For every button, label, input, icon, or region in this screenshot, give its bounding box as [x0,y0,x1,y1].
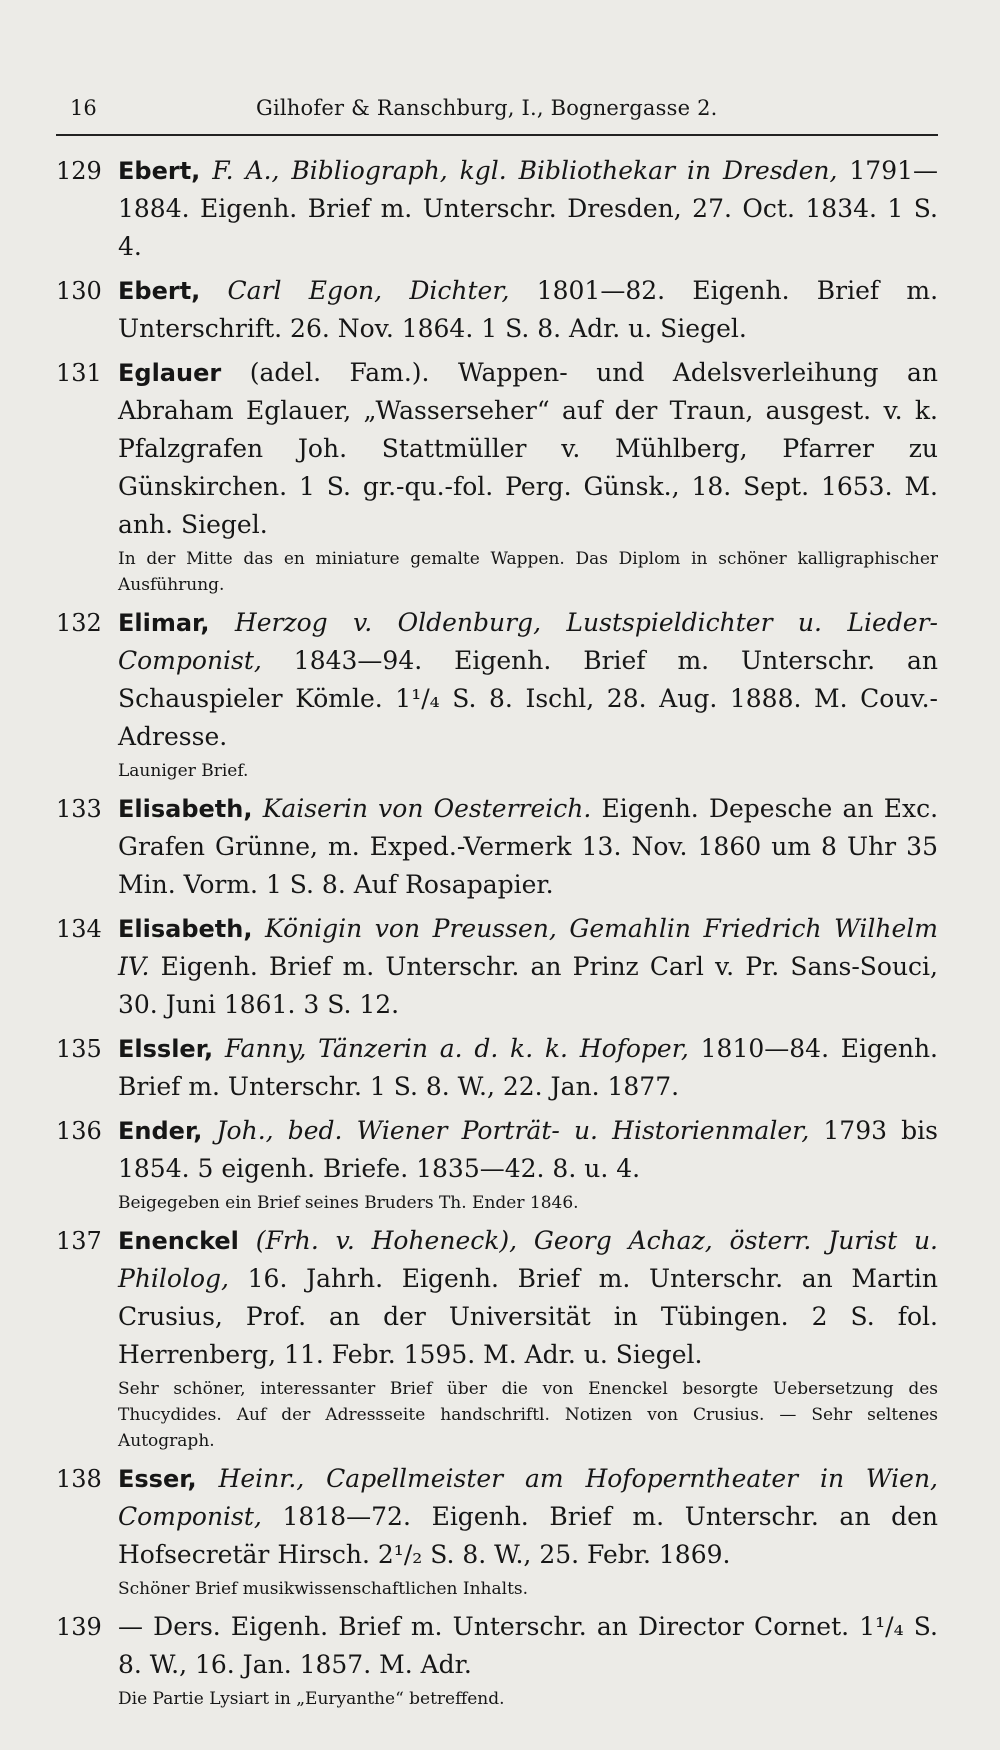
entry-details: 1791—1884. Eigenh. Brief m. Unterschr. Dresden, 27. Oct. 1834. 1 S. 4. [118,156,939,261]
catalogue-entry [56,1460,938,1602]
entry-number: 131 [56,359,102,387]
entry-details: 1818—72. Eigenh. Brief m. Unterschr. an den Hofsecretär Hirsch. 2¹/₂ S. 8. W., 25. Febr. 1869. [118,1502,938,1569]
entry-note: Die Partie Lysiart in „Euryanthe“ betreffend. [118,1689,505,1709]
entry-details: 1801—82. Eigenh. Brief m. Unterschrift. 26. Nov. 1864. 1 S. 8. Adr. u. Siegel. [118,276,939,343]
entry-name: Enenckel [118,1227,239,1255]
entry-name: Elisabeth, [118,795,253,823]
entry-details: Eigenh. Brief m. Unterschr. an Prinz Carl v. Pr. Sans-Souci, 30. Juni 1861. 3 S. 12. [118,952,938,1019]
entry-description: Kaiserin von Oesterreich. [262,794,592,823]
entry-text [118,604,938,756]
entry-description: Herzog v. Oldenburg, Lustspieldichter u. Lieder-Componist, [118,608,938,675]
catalogue-entry [56,1112,938,1216]
entry-text [118,354,938,544]
entries-list [56,152,938,1712]
entry-details: 1810—84. Eigenh. Brief m. Unterschr. 1 S. 8. W., 22. Jan. 1877. [118,1034,938,1101]
entry-text [118,790,938,904]
entry-text [118,1112,938,1188]
entry-name: Elssler, [118,1035,214,1063]
entry-text [118,910,938,1024]
entry-name: Eglauer [118,359,222,387]
entry-name: Ender, [118,1117,203,1145]
entry-details: 16. Jahrh. Eigenh. Brief m. Unterschr. an Martin Crusius, Prof. an der Universität in Tübingen. 2 S. fol. Herrenberg, 11. Febr. 1595. M. Adr. u. Siegel. [118,1264,938,1369]
catalogue-entry [56,1222,938,1454]
entry-text [118,1608,938,1684]
entry-description: Carl Egon, Dichter, [227,276,510,305]
entry-name: Elisabeth, [118,915,253,943]
catalogue-entry [56,354,938,598]
entry-number: 130 [56,277,102,305]
entry-note: In der Mitte das en miniature gemalte Wappen. Das Diplom in schöner kalligraphischer Ausführung. [118,549,938,595]
catalogue-entry [56,152,938,266]
entry-text [118,1030,938,1106]
page-number: 16 [70,96,97,120]
entry-description: F. A., Bibliograph, kgl. Bibliothekar in Dresden, [212,156,838,185]
entry-name: Ebert, [118,157,201,185]
catalogue-entry [56,910,938,1024]
entry-note: Beigegeben ein Brief seines Bruders Th. Ender 1846. [118,1193,579,1213]
entry-note: Launiger Brief. [118,761,249,781]
entry-text [118,152,938,266]
entry-details: 1843—94. Eigenh. Brief m. Unterschr. an Schauspieler Kömle. 1¹/₄ S. 8. Ischl, 28. Aug. 1888. M. Couv.-Adresse. [118,646,938,751]
entry-number: 136 [56,1117,102,1145]
entry-number: 138 [56,1465,102,1493]
entry-text [118,272,938,348]
page-header [56,90,938,130]
running-head: Gilhofer & Ranschburg, I., Bognergasse 2. [256,96,718,120]
entry-description: Heinr., Capellmeister am Hofoperntheater in Wien, Componist, [118,1464,938,1531]
entry-number: 135 [56,1035,102,1063]
entry-number: 133 [56,795,102,823]
entry-description: (Frh. v. Hoheneck), Georg Achaz, österr. Jurist u. Philolog, [118,1226,939,1293]
entry-name: Esser, [118,1465,197,1493]
entry-note: Schöner Brief musikwissenschaftlichen Inhalts. [118,1579,529,1599]
header-rule [56,134,938,136]
entry-text [118,1222,938,1374]
entry-details: Eigenh. Depesche an Exc. Grafen Grünne, m. Exped.-Vermerk 13. Nov. 1860 um 8 Uhr 35 Min. Vorm. 1 S. 8. Auf Rosapapier. [118,794,939,899]
catalogue-entry [56,790,938,904]
entry-number: 139 [56,1613,102,1641]
entry-text [118,1460,938,1574]
entry-number: 132 [56,609,102,637]
catalogue-entry [56,604,938,784]
entry-details: — Ders. Eigenh. Brief m. Unterschr. an Director Cornet. 1¹/₄ S. 8. W., 16. Jan. 1857. M. Adr. [118,1612,938,1679]
entry-number: 129 [56,157,102,185]
entry-name: Elimar, [118,609,210,637]
entry-details: (adel. Fam.). Wappen- und Adelsverleihung an Abraham Eglauer, „Wasserseher“ auf der Traun, ausgest. v. k. Pfalzgrafen Joh. Stattmüller v. Mühlberg, Pfarrer zu Günskirchen. 1 S. gr.-qu.-fol. Perg. Günsk., 18. Sept. 1653. M. anh. Siegel. [118,358,938,539]
entry-details: 1793 bis 1854. 5 eigenh. Briefe. 1835—42. 8. u. 4. [118,1116,938,1183]
catalogue-entry [56,272,938,348]
catalogue-entry [56,1608,938,1712]
entry-number: 134 [56,915,102,943]
entry-description: Fanny, Tänzerin a. d. k. k. Hofoper, [224,1034,689,1063]
entry-note: Sehr schöner, interessanter Brief über die von Enenckel besorgte Uebersetzung des Thucydides. Auf der Adressseite handschriftl. Notizen von Crusius. — Sehr seltenes Autograph. [118,1379,938,1451]
entry-number: 137 [56,1227,102,1255]
entry-description: Königin von Preussen, Gemahlin Friedrich Wilhelm IV. [118,914,938,981]
catalogue-entry [56,1030,938,1106]
entry-name: Ebert, [118,277,201,305]
entry-description: Joh., bed. Wiener Porträt- u. Historienmaler, [216,1116,810,1145]
